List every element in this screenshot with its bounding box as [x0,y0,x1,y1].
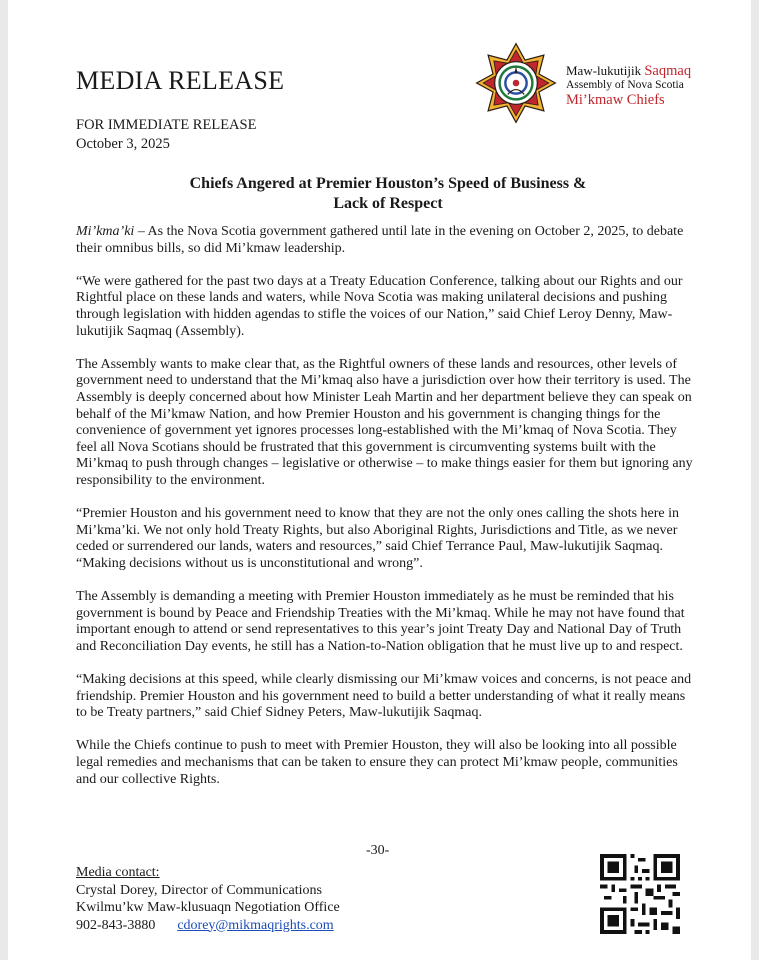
logo-line-1-a: Maw-lukutijik [566,63,642,78]
logo-line-1 [566,64,691,78]
end-mark: -30- [366,843,390,858]
headline [68,174,708,214]
release-date: October 3, 2025 [76,135,170,152]
paragraph-2: “We were gathered for the past two days at a Treaty Education Conference, talking about our Rights and our Rightful place on these lands and waters, while Nova Scotia was making unilateral decisions and pushing through legislation with hidden agendas to stifle the voices of our Nation,” said Chief Leroy Denny, Maw-lukutijik Saqmaq (Assembly). [76,273,683,339]
contact-heading: Media contact: [76,865,160,880]
paragraph-1 [76,224,698,257]
paragraph-1-text: – As the Nova Scotia government gathered until late in the evening on October 2, 2025, to debate their omnibus bills, so did Mi’kmaw leadership. [76,224,684,256]
logo-line-3: Mi’kmaw Chiefs [566,92,665,108]
assembly-logo-text [566,64,691,109]
logo-line-1-b: Saqmaq [644,63,692,79]
contact-org: Kwilmu’kw Maw-klusuaqn Negotiation Office [76,900,340,915]
document-title: MEDIA RELEASE [76,66,285,95]
paragraph-4: “Premier Houston and his government need to know that they are not the only ones calling the shots here in Mi’kma’ki. We not only hold Treaty Rights, but also Aboriginal Rights, Jurisdictions and Title, as we never ceded or surrendered our lands, waters and resources,” said Chief Terrance Paul, Maw-lukutijik Saqmaq. “Making decisions without us is unconstitutional and wrong”. [76,506,680,571]
qr-code-icon[interactable] [600,854,680,934]
document-page [8,0,751,960]
release-line: FOR IMMEDIATE RELEASE [76,117,257,133]
contact-email-link[interactable]: cdorey@mikmaqrights.com [177,917,334,933]
assembly-logo-icon [475,42,557,124]
contact-name: Crystal Dorey, Director of Communications [76,882,322,898]
contact-line [76,917,340,935]
paragraph-6: “Making decisions at this speed, while clearly dismissing our Mi’kmaw voices and concerns, is not peace and friendship. Premier Houston and his government need to build a better understanding of what it really means to be Treaty partners,” said Chief Sidney Peters, Maw-lukutijik Saqmaq. [76,672,692,721]
contact-phone: 902-843-3880 [76,917,156,933]
paragraph-7: While the Chiefs continue to push to meet with Premier Houston, they will also be looking into all possible legal remedies and mechanisms that can be taken to ensure they can protect Mi’kmaw people, communities and our collective Rights. [76,738,678,787]
logo-line-2: Assembly of Nova Scotia [566,79,684,91]
headline-line-2: Lack of Respect [333,195,443,212]
paragraph-5: The Assembly is demanding a meeting with Premier Houston immediately as he must be reminded that his government is bound by Peace and Friendship Treaties with the Mi’kmaq. While he may not have found that important enough to attend or send representatives to this year’s joint Treaty Day and National Day of Truth and Reconciliation Day events, he still has a Nation-to-Nation obligation that he must live up to and respect. [76,589,685,654]
release-info [76,116,256,153]
dateline-place: Mi’kma’ki [76,224,135,239]
release-body [76,224,698,805]
media-contact [76,864,340,934]
headline-line-1: Chiefs Angered at Premier Houston’s Speed of Business & [189,175,587,192]
paragraph-3: The Assembly wants to make clear that, as the Rightful owners of these lands and resources, other levels of government need to understand that the Mi’kmaq also have a jurisdiction over how their territory is used. The Assembly is deeply concerned about how Minister Leah Martin and her department believe they can speak on behalf of the Mi’kmaw Nation, and how Premier Houston and his government is changing things for the convenience of government yet ignores processes long-established with the Mi’kmaq of Nova Scotia. They feel all Nova Scotians should be frustrated that this government is circumventing systems built with the Mi’kmaq to push through changes – legislative or otherwise – to make things easier for them but ignoring any responsibility to the environment. [76,356,693,488]
